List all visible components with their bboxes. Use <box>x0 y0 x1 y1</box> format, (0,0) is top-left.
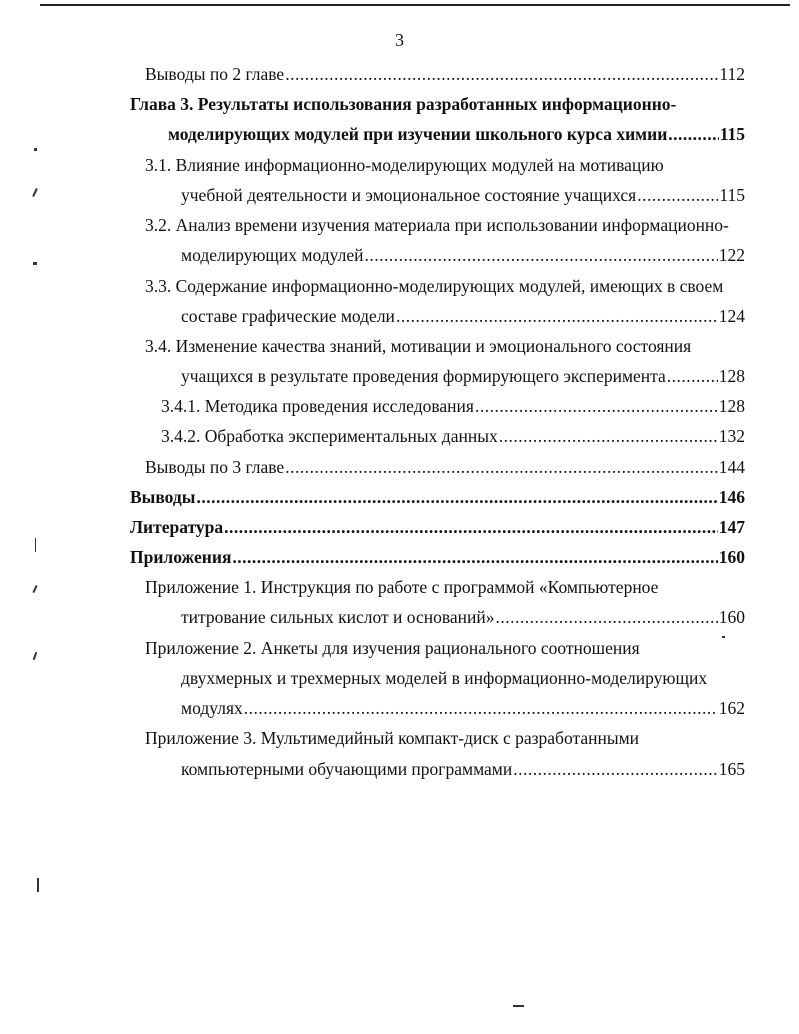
leader-dots <box>496 607 718 628</box>
leader-dots <box>244 698 718 719</box>
scan-speck <box>33 262 37 265</box>
leader-dots <box>667 366 718 387</box>
leader-dots <box>232 547 717 568</box>
scan-speck <box>35 538 36 552</box>
toc-entry[interactable]: учащихся в результате проведения формирующего эксперимента ..... 128 <box>181 366 745 390</box>
toc-entry[interactable]: составе графические модели ..... 124 <box>181 306 745 330</box>
page-number: 3 <box>395 30 404 50</box>
leader-dots <box>285 64 718 85</box>
leader-dots <box>499 426 718 447</box>
toc-entry[interactable]: Приложение 2. Анкеты для изучения рационального соотношения <box>145 638 640 658</box>
toc-chapter-heading[interactable]: моделирующих модулей при изучении школьного курса химии ..... 115 <box>168 124 745 148</box>
toc-entry[interactable]: учебной деятельности и эмоциональное состояние учащихся ..... 115 <box>181 185 745 209</box>
leader-dots <box>285 457 718 478</box>
toc-chapter-heading[interactable]: Глава 3. Результаты использования разработанных информационно- <box>130 94 677 114</box>
toc-entry[interactable]: 3.1. Влияние информационно-моделирующих модулей на мотивацию <box>145 155 664 175</box>
scan-speck <box>37 878 39 892</box>
scan-speck <box>513 1005 524 1007</box>
leader-dots <box>224 517 718 538</box>
leader-dots <box>668 124 718 145</box>
scan-speck <box>722 636 725 638</box>
leader-dots <box>364 245 717 266</box>
toc-entry[interactable]: титрование сильных кислот и оснований» ..... 160 <box>181 607 745 631</box>
toc-section-heading[interactable]: Выводы ..... 146 <box>130 487 745 511</box>
toc-entry[interactable]: компьютерными обучающими программами ..... 165 <box>181 759 745 783</box>
toc-entry[interactable]: модулях ..... 162 <box>181 698 745 722</box>
toc-entry[interactable]: 3.2. Анализ времени изучения материала при использовании информационно- <box>145 215 729 235</box>
toc-entry[interactable]: моделирующих модулей ..... 122 <box>181 245 745 269</box>
leader-dots <box>637 185 718 206</box>
toc-entry[interactable]: Выводы по 3 главе ..... 144 <box>145 457 745 481</box>
toc-entry[interactable]: Приложение 1. Инструкция по работе с программой «Компьютерное <box>145 577 659 597</box>
toc-entry[interactable]: 3.4.1. Методика проведения исследования ..... 128 <box>161 396 745 420</box>
toc-entry[interactable]: 3.4.2. Обработка экспериментальных данных ..... 132 <box>161 426 745 450</box>
toc-section-heading[interactable]: Литература ..... 147 <box>130 517 745 541</box>
toc-entry[interactable]: 3.3. Содержание информационно-моделирующих модулей, имеющих в своем <box>145 276 724 296</box>
leader-dots <box>196 487 717 508</box>
scan-speck <box>34 148 37 151</box>
toc-section-heading[interactable]: Приложения ..... 160 <box>130 547 745 571</box>
toc-entry[interactable]: Приложение 3. Мультимедийный компакт-диск с разработанными <box>145 728 640 748</box>
toc-entry[interactable]: Выводы по 2 главе ..... 112 <box>145 64 745 88</box>
toc-entry[interactable]: 3.4. Изменение качества знаний, мотивации и эмоционального состояния <box>145 336 692 356</box>
toc-entry[interactable]: двухмерных и трехмерных моделей в информационно-моделирующих <box>181 668 708 688</box>
leader-dots <box>475 396 718 417</box>
leader-dots <box>396 306 718 327</box>
leader-dots <box>513 759 718 780</box>
